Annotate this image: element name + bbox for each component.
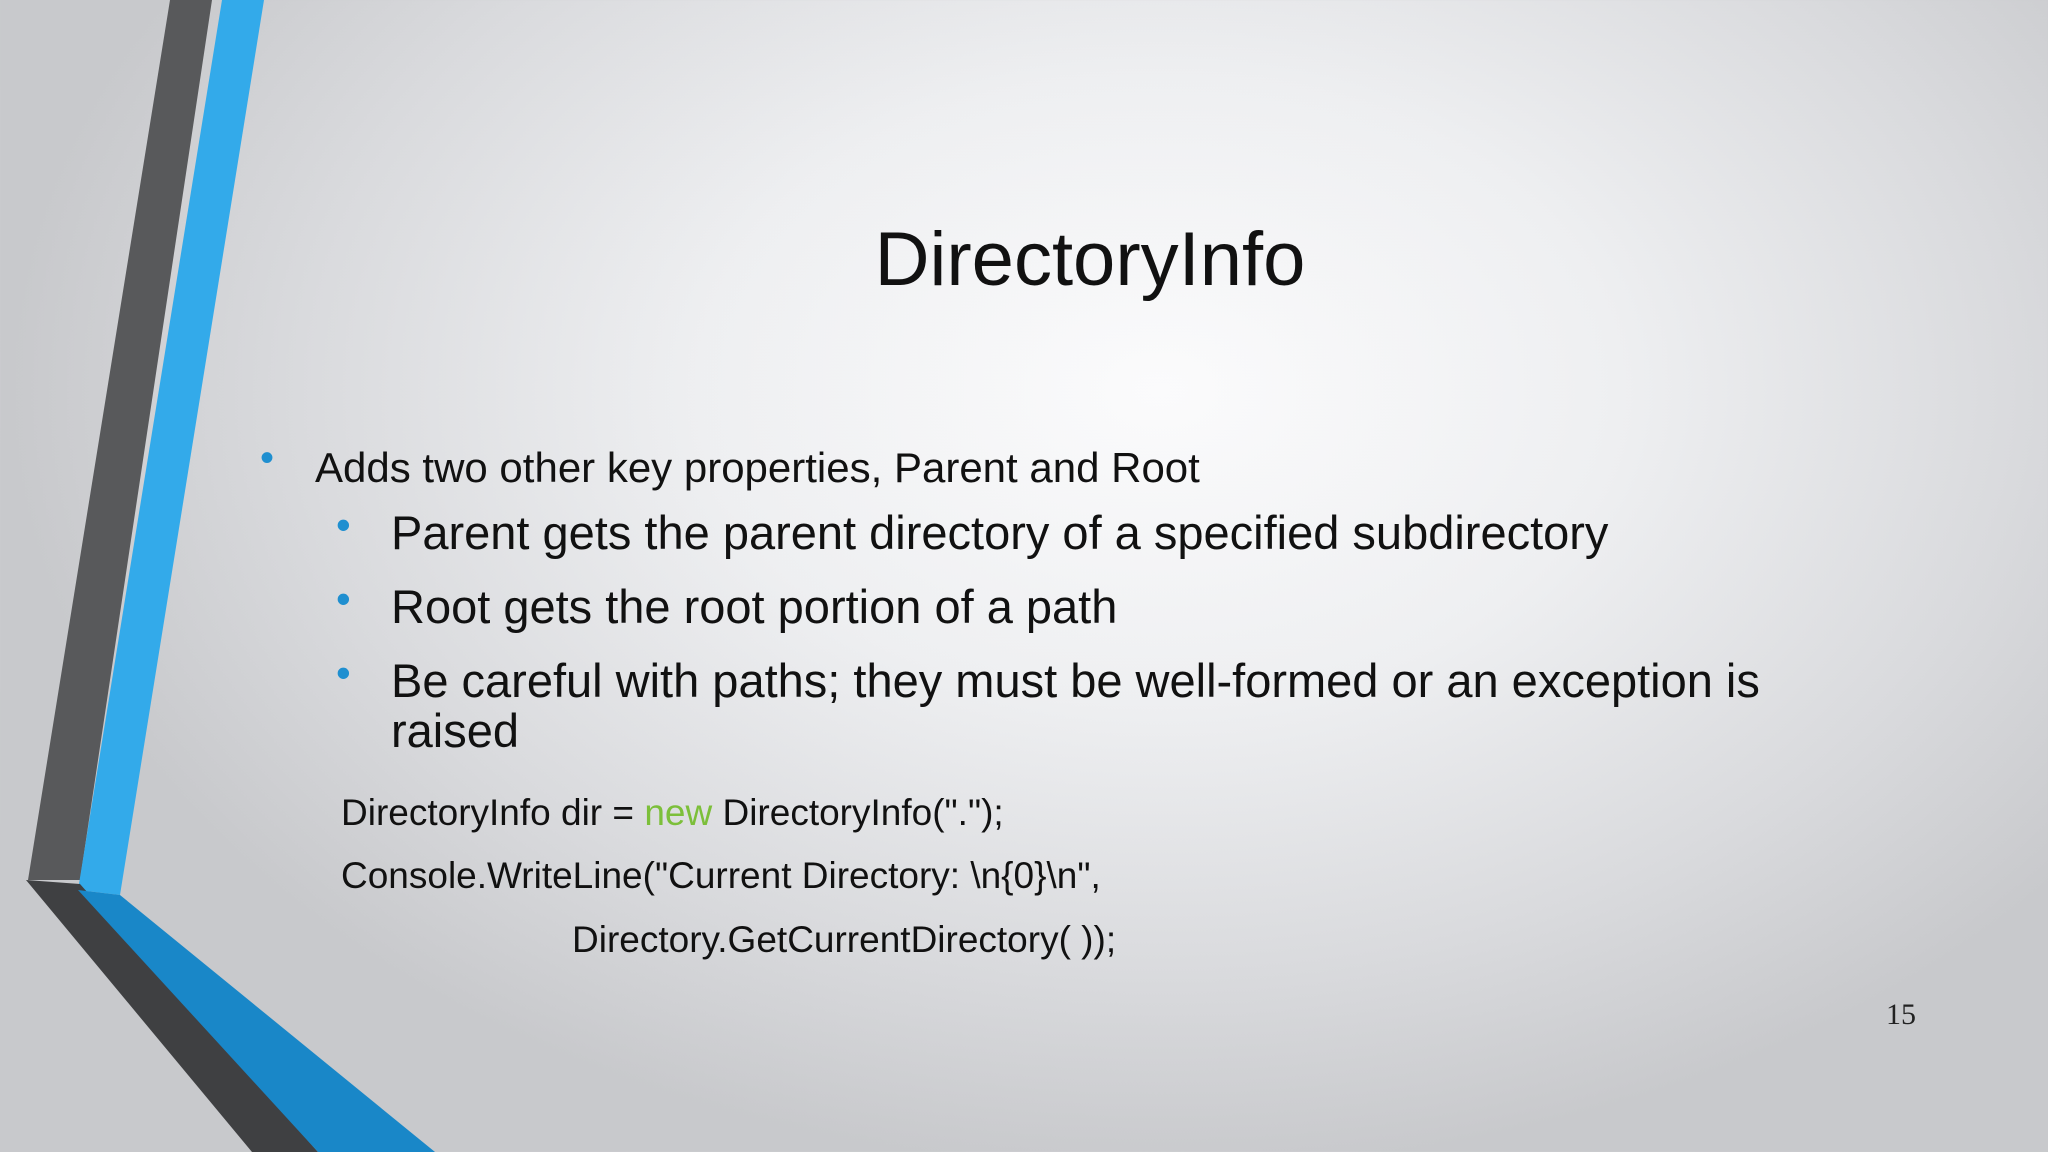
bullet-marker: • [336, 649, 351, 696]
code-text: DirectoryInfo("."); [712, 792, 1004, 833]
bullet-item [260, 436, 1820, 496]
sub-bullet-item [336, 575, 1820, 633]
code-line-2: Console.WriteLine("Current Directory: \n{0}\n", [341, 855, 1101, 896]
code-line-1 [341, 789, 1004, 837]
page-number: 15 [1886, 998, 1916, 1031]
bullet-text: Adds two other key properties, Parent and Root [315, 444, 1200, 491]
dark-diagonal-stripe [26, 880, 318, 1152]
code-text: DirectoryInfo dir = [341, 792, 645, 833]
bullet-marker: • [260, 436, 275, 480]
sub-bullet-text: Root gets the root portion of a path [391, 580, 1118, 633]
bullet-marker: • [336, 501, 351, 548]
code-line-3: Directory.GetCurrentDirectory( )); [572, 919, 1117, 960]
bullet-marker: • [336, 575, 351, 622]
slide-title: DirectoryInfo [874, 217, 1306, 302]
sub-bullet-text: Be careful with paths; they must be well-formed or an exception is raised [391, 654, 1760, 757]
code-keyword: new [644, 792, 713, 833]
bullet-list [260, 436, 1820, 780]
sub-bullet-item [336, 501, 1820, 559]
sub-bullet-item [336, 649, 1820, 757]
sub-bullet-text: Parent gets the parent directory of a specified subdirectory [391, 506, 1609, 559]
